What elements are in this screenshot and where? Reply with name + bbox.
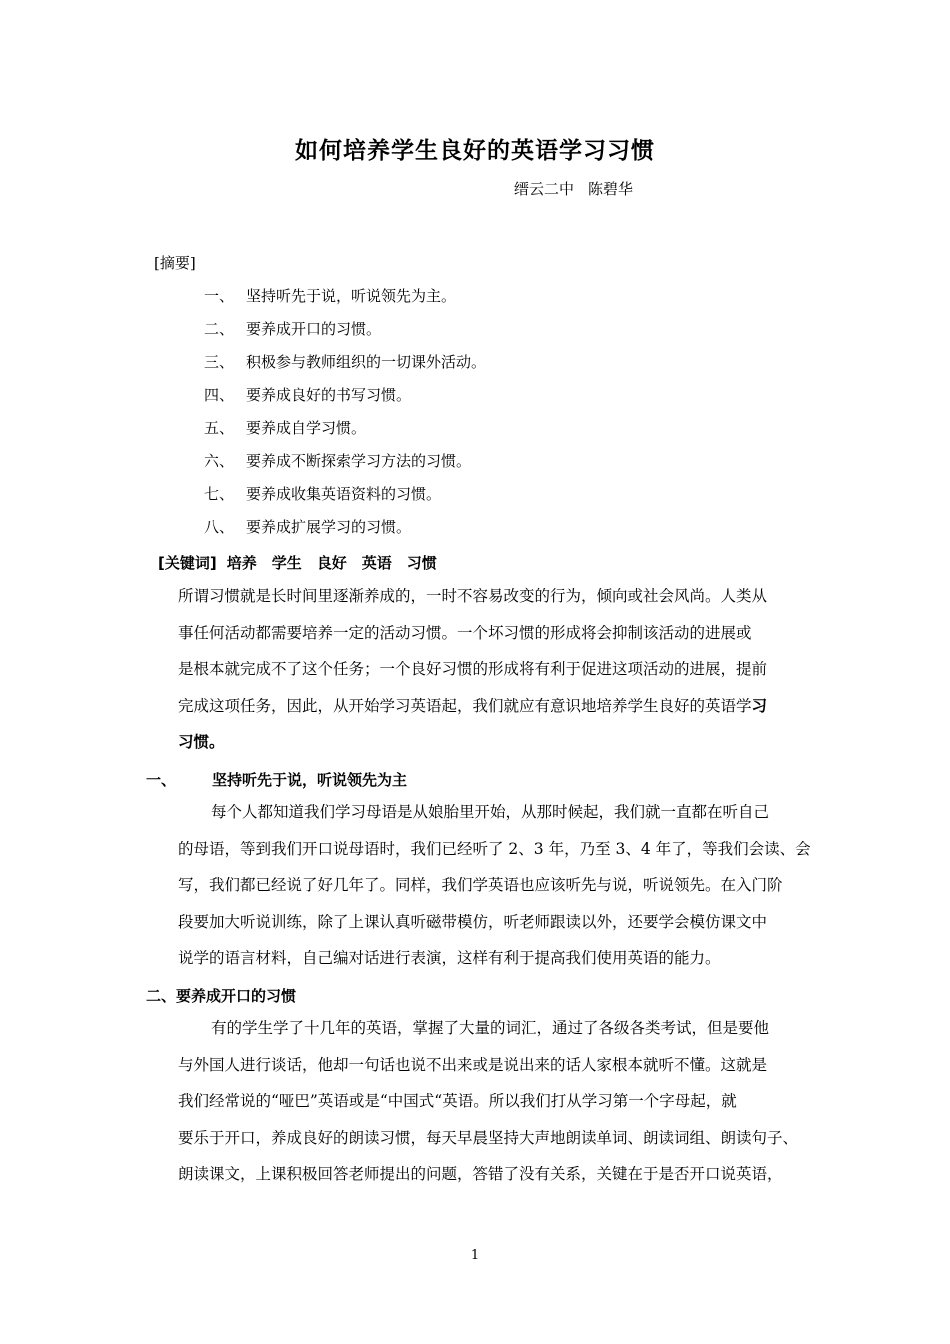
page-number: 1 [470, 1248, 480, 1263]
abstract-item [204, 450, 486, 483]
paragraph-line: 写，我们都已经说了好几年了。同样，我们学英语也应该听先与说，听说领先。在入门阶 [178, 876, 783, 894]
keywords-text: 培养 学生 良好 英语 习惯 [226, 554, 437, 572]
paragraph-line: 有的学生学了十几年的英语，掌握了大量的词汇，通过了各级各类考试，但是要他 [211, 1019, 770, 1037]
keywords-line [158, 552, 437, 573]
abstract-item-text: 要养成收集英语资料的习惯。 [246, 485, 442, 503]
intro-paragraph [178, 578, 810, 761]
abstract-item-number: 六、 [204, 452, 235, 470]
abstract-list [204, 285, 486, 549]
paragraph-line: 要乐于开口，养成良好的朗读习惯，每天早晨坚持大声地朗读单词、朗读词组、朗读句子、 [178, 1128, 799, 1147]
section-1-title: 坚持听先于说，听说领先为主 [212, 771, 408, 789]
abstract-item [204, 417, 486, 450]
abstract-item-number: 四、 [204, 386, 235, 404]
abstract-item [204, 318, 486, 351]
abstract-item-text: 要养成不断探索学习方法的习惯。 [246, 452, 472, 470]
abstract-item [204, 516, 486, 549]
paragraph-line: 事任何活动都需要培养一定的活动习惯。一个坏习惯的形成将会抑制该活动的进展或 [178, 623, 752, 642]
abstract-item [204, 384, 486, 417]
author-school: 缙云二中 [514, 180, 575, 198]
paragraph-line: 每个人都知道我们学习母语是从娘胎里开始，从那时候起，我们就一直都在听自己 [211, 803, 770, 821]
paragraph-line: 所谓习惯就是长时间里逐渐养成的，一时不容易改变的行为，倾向或社会风尚。人类从 [178, 587, 768, 605]
abstract-item-text: 要养成良好的书写习惯。 [246, 386, 412, 404]
section-1-heading [146, 769, 407, 790]
paragraph-line: 段要加大听说训练，除了上课认真听磁带模仿，听老师跟读以外，还要学会模仿课文中 [178, 912, 768, 931]
keywords-label: [关键词] [158, 554, 217, 572]
section-2-heading: 二、要养成开口的习惯 [146, 987, 297, 1005]
abstract-item-number: 三、 [204, 353, 235, 371]
abstract-item [204, 483, 486, 516]
paragraph-line [178, 688, 810, 725]
abstract-item-number: 一、 [204, 287, 235, 305]
abstract-item-text: 要养成自学习惯。 [246, 419, 367, 437]
section-1-number: 一、 [146, 771, 177, 789]
abstract-item-text: 要养成开口的习惯。 [246, 320, 382, 338]
abstract-item [204, 351, 486, 384]
abstract-item-text: 要养成扩展学习的习惯。 [246, 518, 412, 536]
author-name: 陈碧华 [588, 180, 634, 198]
paragraph-bold-text: 习 [751, 696, 768, 715]
abstract-item-number: 二、 [204, 320, 235, 338]
abstract-item [204, 285, 486, 318]
paragraph-line: 习惯。 [178, 733, 225, 751]
paragraph-line-text: 完成这项任务，因此，从开始学习英语起，我们就应有意识地培养学生良好的英语学 [178, 696, 752, 715]
abstract-item-number: 五、 [204, 419, 235, 437]
author-line [514, 178, 647, 199]
section-2-paragraph [178, 1010, 810, 1193]
abstract-item-text: 积极参与教师组织的一切课外活动。 [246, 353, 487, 371]
paragraph-line: 的母语，等到我们开口说母语时，我们已经听了 2、3 年，乃至 3、4 年了，等我们会读、会 [178, 839, 811, 858]
abstract-item-text: 坚持听先于说，听说领先为主。 [246, 287, 457, 305]
abstract-item-number: 八、 [204, 518, 235, 536]
paragraph-line: 我们经常说的“哑巴”英语或是“中国式“英语。所以我们打从学习第一个字母起，就 [178, 1092, 737, 1110]
document-title: 如何培养学生良好的英语学习习惯 [295, 138, 655, 164]
paragraph-line: 是根本就完成不了这个任务；一个良好习惯的形成将有利于促进这项活动的进展，提前 [178, 660, 768, 678]
paragraph-line: 与外国人进行谈话，他却一句话也说不出来或是说出来的话人家根本就听不懂。这就是 [178, 1055, 768, 1074]
paragraph-line: 说学的语言材料，自己编对话进行表演，这样有利于提高我们使用英语的能力。 [178, 949, 721, 967]
paragraph-line: 朗读课文，上课积极回答老师提出的问题，答错了没有关系，关键在于是否开口说英语， [178, 1165, 783, 1183]
abstract-label: [摘要] [154, 254, 196, 272]
section-1-paragraph [178, 794, 810, 977]
abstract-item-number: 七、 [204, 485, 235, 503]
